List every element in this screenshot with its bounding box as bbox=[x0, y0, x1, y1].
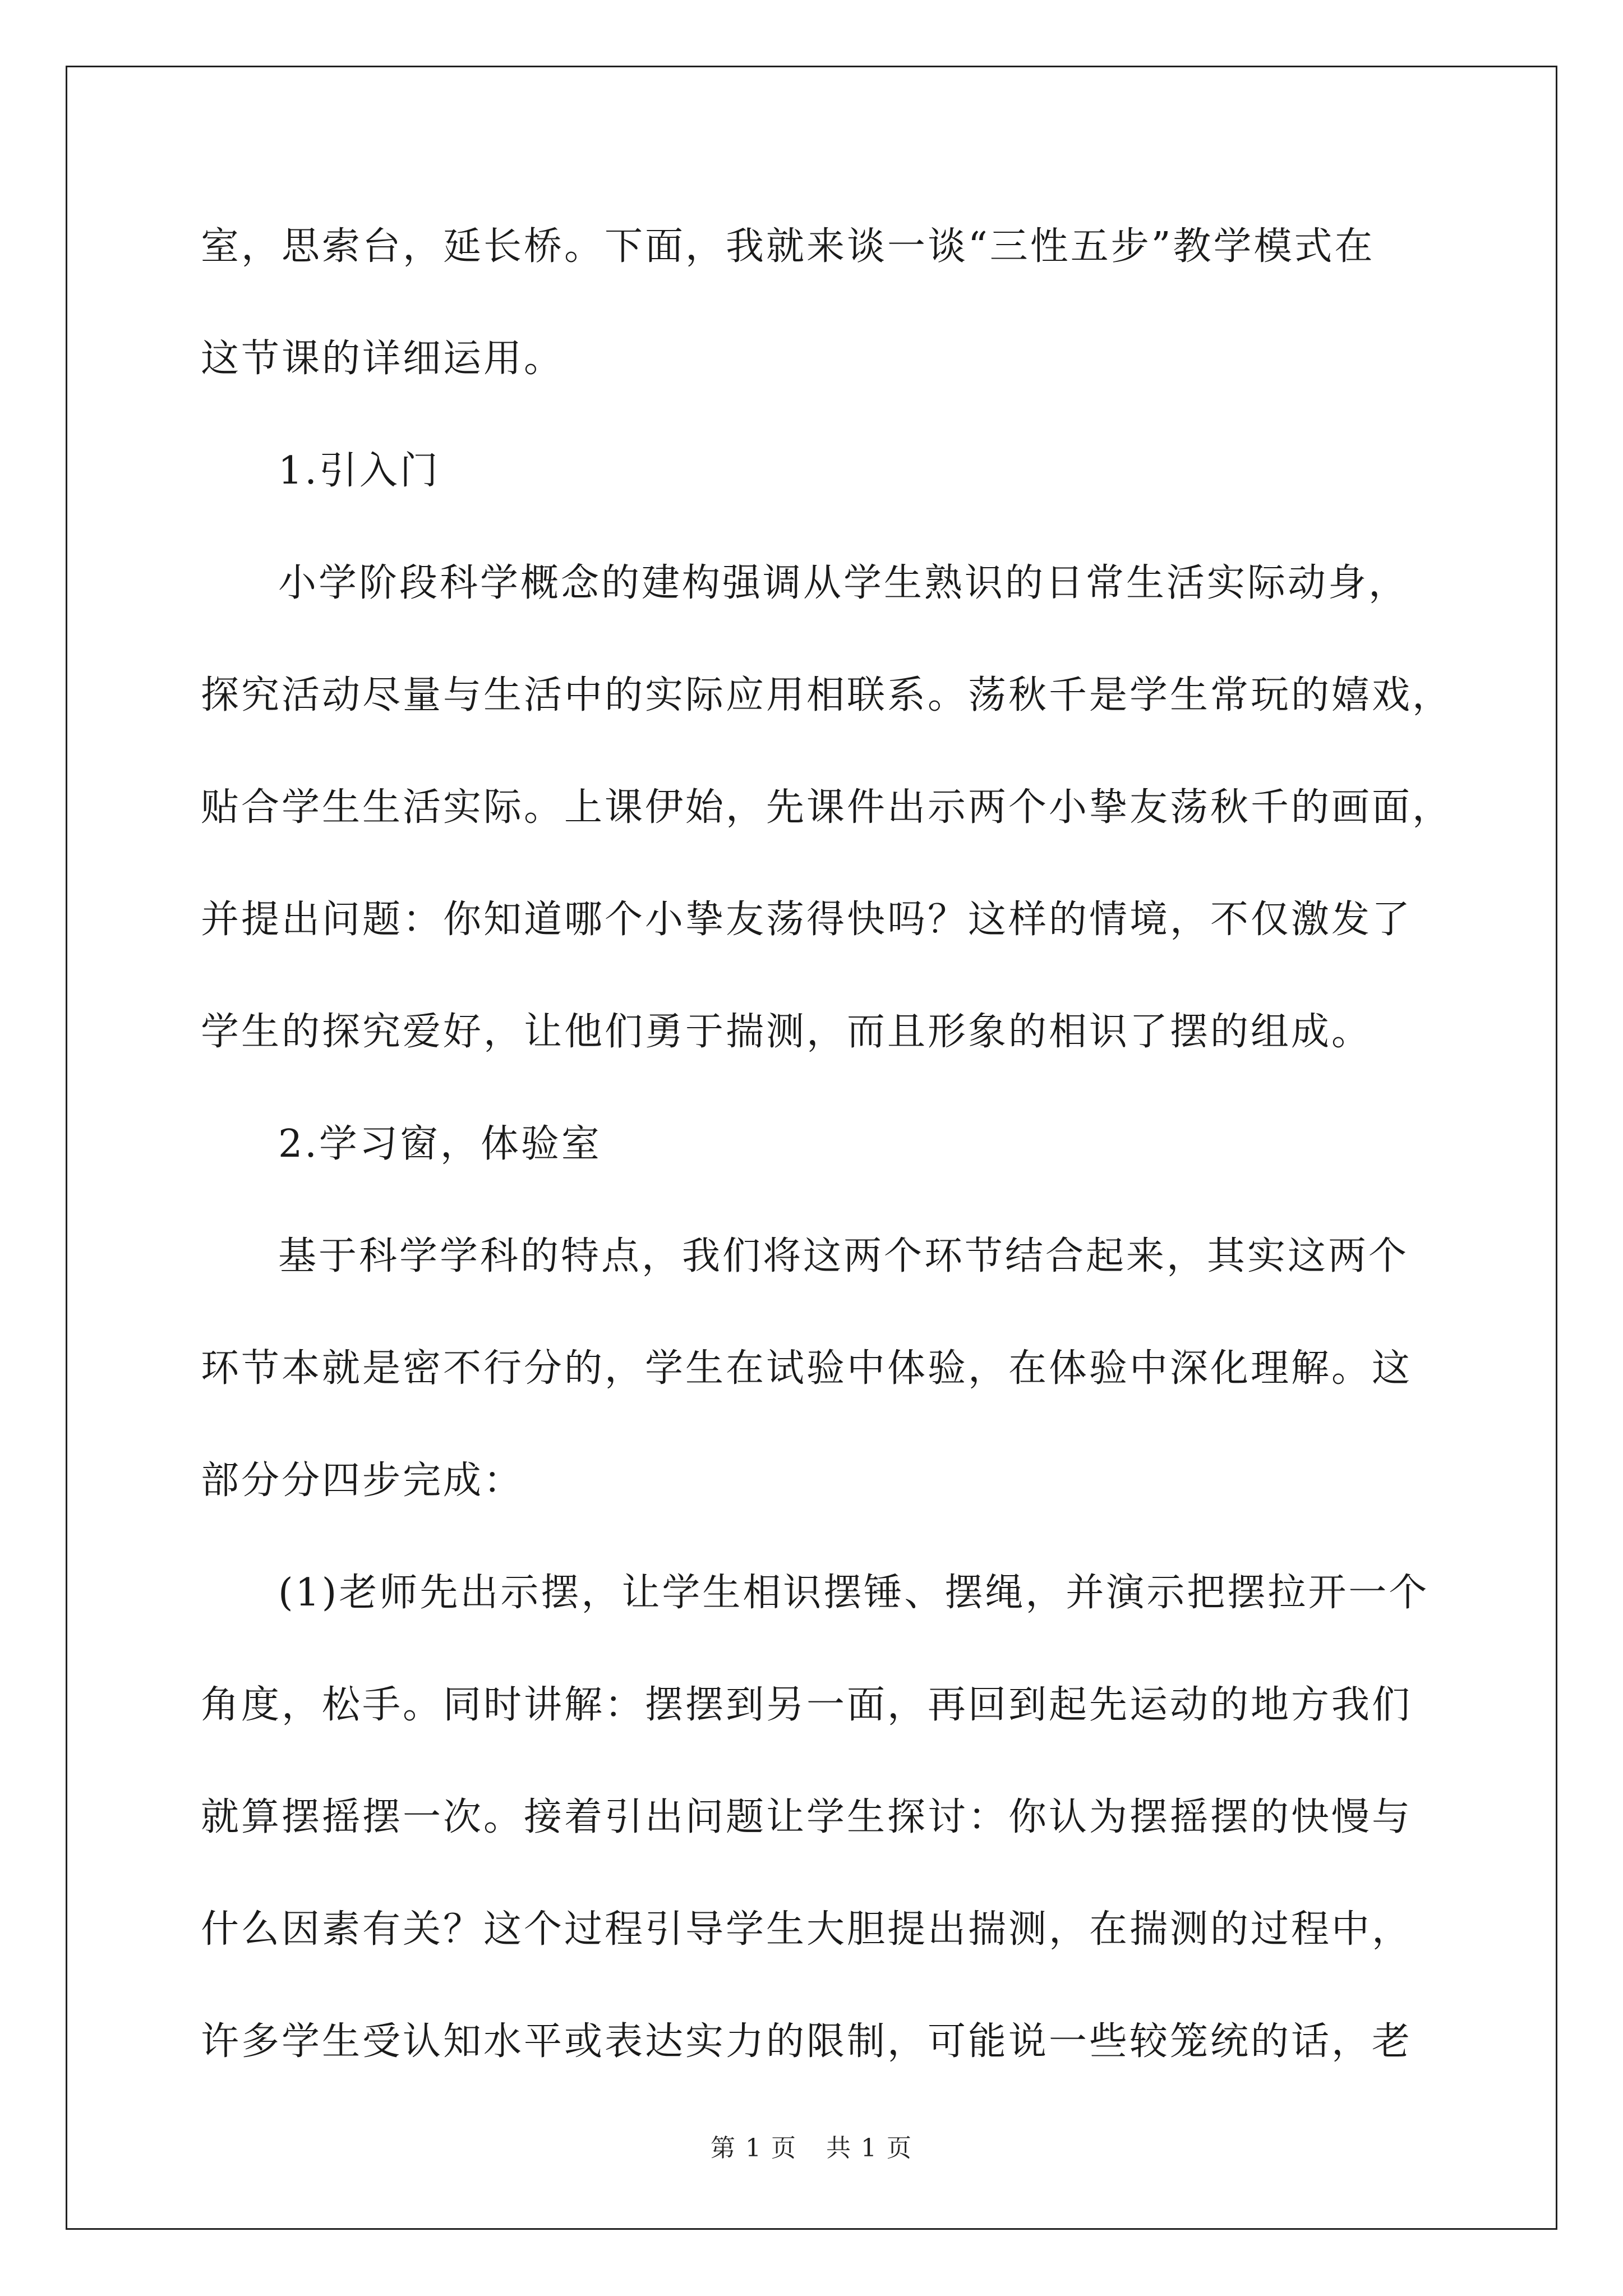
text-line: 环节本就是密不行分的，学生在试验中体验，在体验中深化理解。这 bbox=[201, 1346, 1413, 1391]
page-number: 第 1 页 bbox=[711, 2134, 797, 2162]
text-line: 部分分四步完成： bbox=[201, 1458, 524, 1503]
text-line: 室，思索台，延长桥。下面，我就来谈一谈“三性五步”教学模式在 bbox=[201, 224, 1375, 269]
text-line: 小学阶段科学概念的建构强调从学生熟识的日常生活实际动身， bbox=[278, 561, 1409, 605]
text-line: 这节课的详细运用。 bbox=[201, 337, 565, 381]
text-line: 并提出问题：你知道哪个小挚友荡得快吗？这样的情境，不仅激发了 bbox=[201, 898, 1413, 942]
section-heading: 1.引入门 bbox=[278, 449, 440, 493]
page-footer bbox=[0, 2132, 1623, 2165]
text-line: 许多学生受认知水平或表达实力的限制，可能说一些较笼统的话，老 bbox=[201, 2019, 1413, 2064]
text-line: 什么因素有关？这个过程引导学生大胆提出揣测，在揣测的过程中， bbox=[201, 1907, 1413, 1952]
page-total: 共 1 页 bbox=[826, 2134, 912, 2162]
text-line: 角度，松手。同时讲解：摆摆到另一面，再回到起先运动的地方我们 bbox=[201, 1683, 1413, 1727]
text-line: 基于科学学科的特点，我们将这两个环节结合起来，其实这两个 bbox=[278, 1234, 1409, 1278]
text-line: 贴合学生生活实际。上课伊始，先课件出示两个小挚友荡秋千的画面， bbox=[201, 785, 1453, 830]
text-line: 就算摆摇摆一次。接着引出问题让学生探讨：你认为摆摇摆的快慢与 bbox=[201, 1795, 1413, 1839]
text-line: (1)老师先出示摆，让学生相识摆锤、摆绳，并演示把摆拉开一个 bbox=[278, 1571, 1430, 1615]
text-line: 学生的探究爱好，让他们勇于揣测，而且形象的相识了摆的组成。 bbox=[201, 1010, 1372, 1054]
section-heading: 2.学习窗，体验室 bbox=[278, 1122, 602, 1166]
text-line: 探究活动尽量与生活中的实际应用相联系。荡秋千是学生常玩的嬉戏， bbox=[201, 673, 1453, 717]
